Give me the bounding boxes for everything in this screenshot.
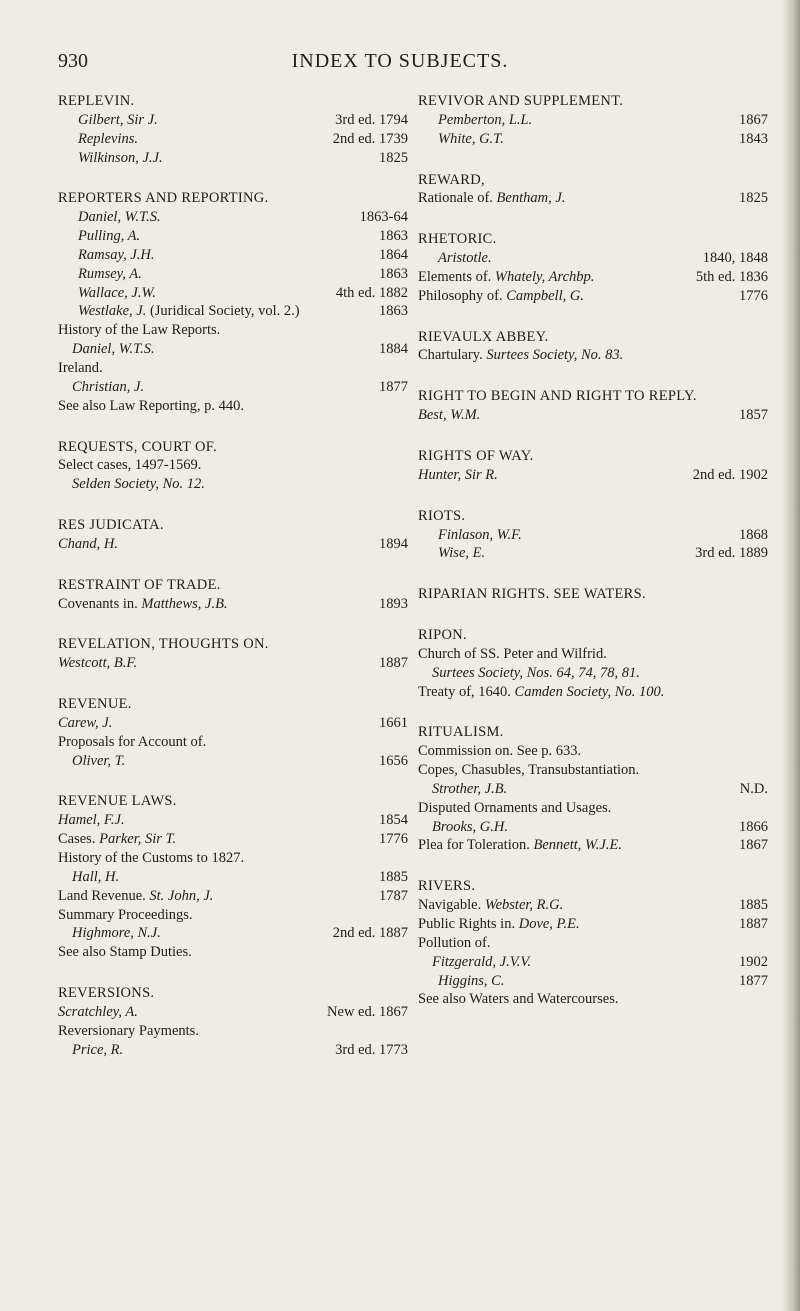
entry-edition-year: 1776 [739,287,768,304]
index-entry [58,830,408,849]
entry-author: Daniel, W.T.S. [78,209,161,226]
index-entry [58,733,408,771]
entry-description [418,836,739,855]
index-section [58,695,408,770]
entry-description [438,526,739,545]
entry-edition-year: 1887 [739,916,768,932]
entry-description [438,972,739,991]
index-entry [418,972,768,991]
entry-edition-year: 1863 [379,303,408,320]
entry-description [418,990,768,1009]
index-entry [58,943,408,962]
entry-edition-year: 3rd ed. 1889 [695,545,768,562]
index-entry [418,836,768,855]
index-section [418,328,768,366]
entry-edition-year: 1857 [739,407,768,424]
entry-edition-year: 2nd ed. 1739 [332,130,408,147]
entry-text: Disputed Ornaments and Usages. [418,799,612,816]
index-entry [58,321,408,359]
entry-author: Rumsey, A. [78,265,142,282]
entry-text: See also Law Reporting, p. 440. [58,397,245,414]
entry-text: Covenants in. [58,595,138,612]
entry-line [78,303,300,319]
entry-author: St. John, J. [149,887,214,904]
entry-text: (Juridical Society, vol. 2.) [149,303,300,320]
entry-author: Hunter, Sir R. [418,466,498,483]
entry-text: Treaty of, 1640. [418,683,511,700]
entry-text: Select cases, 1497-1569. [58,457,202,474]
index-entry [58,397,408,416]
index-entry [418,799,768,837]
entry-author: Surtees Society, No. 83. [486,347,624,364]
entry-author: Chand, H. [58,535,119,552]
entry-author: Parker, Sir T. [99,831,177,848]
entry-edition-year: 1893 [379,595,408,612]
entry-edition-year: 2nd ed. 1887 [332,925,408,942]
entry-description [58,397,408,416]
entry-description [438,130,739,149]
index-entry [418,544,768,563]
entry-author: Wilkinson, J.J. [78,149,163,166]
section-heading: RIEVAULX ABBEY. [418,328,549,345]
entry-description [58,1022,335,1060]
index-entry [418,761,768,799]
entry-author: Westcott, B.F. [58,655,137,672]
entry-text: Plea for Toleration. [418,837,530,854]
entry-edition-year: 1843 [739,130,768,147]
entry-author: Christian, J. [72,378,145,395]
entry-text: Navigable. [418,897,482,914]
entry-edition-year: 1877 [379,378,408,395]
index-entry [418,346,768,365]
entry-description [418,346,768,365]
index-section [418,877,768,1009]
section-heading: RIGHTS OF WAY. [418,447,534,464]
entry-author: Westlake, J. [78,303,147,320]
entry-text: Proposals for Account of. [58,733,207,750]
entry-edition-year: 1877 [739,972,768,989]
entry-author: Brooks, G.H. [432,818,508,835]
entry-edition-year: 1864 [379,246,408,263]
right-column [418,92,768,1031]
entry-author: Daniel, W.T.S. [72,341,155,358]
entry-description [418,683,768,702]
entry-description [418,896,739,915]
entry-edition-year: 1866 [739,818,768,835]
section-heading: REWARD, [418,171,485,188]
entry-edition-year: 1902 [739,953,768,970]
entry-edition-year: 1894 [379,535,408,552]
entry-description [78,111,335,130]
index-entry [418,466,768,485]
section-heading: RHETORIC. [418,231,497,248]
entry-text: Summary Proceedings. [58,906,193,923]
index-entry [58,595,408,614]
entry-edition-year: New ed. 1867 [327,1003,408,1020]
entry-author: Campbell, G. [506,287,584,304]
entry-description [438,249,703,268]
entry-text: Cases. [58,831,96,848]
section-heading: REPORTERS AND REPORTING. [58,190,269,207]
index-section [418,230,768,305]
index-entry [418,130,768,149]
entry-description [58,811,379,830]
entry-edition-year: 1863-64 [359,209,408,226]
entry-description [58,321,379,359]
entry-text: Church of SS. Peter and Wilfrid. [418,645,607,662]
index-section [58,576,408,614]
entry-description [58,733,379,771]
entry-text: Reversionary Payments. [58,1022,199,1039]
entry-edition-year: 1863 [379,228,408,245]
entry-author: Higgins, C. [438,972,505,989]
entry-description [418,287,739,306]
entry-author: Bentham, J. [496,190,566,207]
index-entry [418,268,768,287]
index-section [58,635,408,673]
entry-author: Wallace, J.W. [78,284,156,301]
entry-edition-year: 1887 [379,655,408,672]
section-heading: RES JUDICATA. [58,517,164,534]
entry-description [58,456,408,494]
entry-author: Highmore, N.J. [72,925,161,942]
entry-edition-year: 1868 [739,526,768,543]
entry-edition-year: 1854 [379,812,408,829]
index-entry [58,130,408,149]
entry-author: Price, R. [72,1041,124,1058]
entry-description [58,830,379,849]
section-heading: RIGHT TO BEGIN AND RIGHT TO REPLY. [418,388,697,405]
entry-author: Replevins. [78,130,138,147]
entry-description [58,1003,327,1022]
section-heading: REVENUE. [58,696,132,713]
index-entry [58,208,408,227]
entry-description [418,189,739,208]
section-heading: REVELATION, THOUGHTS ON. [58,636,269,653]
entry-description [418,934,739,972]
index-entry [58,359,408,397]
section-heading: REVENUE LAWS. [58,793,177,810]
entry-edition-year: 1867 [739,111,768,128]
entry-edition-year: 1885 [379,868,408,885]
entry-author: Webster, R.G. [484,897,564,914]
entry-description [418,799,739,837]
index-entry [418,742,768,761]
index-entry [58,265,408,284]
index-entry [58,714,408,733]
page-title: INDEX TO SUBJECTS. [291,50,509,72]
entry-description [418,268,696,287]
entry-description [58,714,379,733]
entry-author: Camden Society, No. 100. [514,683,665,700]
entry-author: Finlason, W.F. [438,526,522,543]
entry-text: Public Rights in. [418,916,516,932]
index-entry [418,915,768,934]
entry-edition-year: 1825 [379,149,408,166]
index-section [418,626,768,701]
entry-edition-year: 3rd ed. 1794 [335,111,408,128]
index-entry [58,227,408,246]
entry-text: Pollution of. [418,934,491,951]
index-entry [58,1022,408,1060]
section-heading: REPLEVIN. [58,93,135,109]
entry-text: Rationale of. [418,190,493,207]
index-entry [58,246,408,265]
section-heading: REQUESTS, COURT OF. [58,438,217,455]
entry-description [58,906,333,944]
entry-text: History of the Customs to 1827. [58,850,245,866]
entry-text: History of the Law Reports. [58,322,221,339]
entry-text: See also Stamp Duties. [58,944,192,961]
entry-author: Hall, H. [72,868,120,885]
entry-text: Land Revenue. [58,887,146,904]
index-entry [418,896,768,915]
page-number: 930 [58,50,88,72]
entry-text: Commission on. See p. 633. [418,743,582,760]
entry-edition-year: 4th ed. 1882 [335,284,408,301]
index-entry [58,284,408,303]
index-entry [418,249,768,268]
entry-description [418,466,693,485]
page-edge [782,0,800,1311]
entry-author: Pemberton, L.L. [438,111,533,128]
entry-edition-year: 1885 [739,897,768,914]
index-section [418,447,768,485]
index-entry [58,887,408,906]
entry-description [78,130,333,149]
entry-edition-year: 1825 [739,190,768,207]
entry-author: Bennett, W.J.E. [533,837,622,854]
entry-description [78,227,379,246]
entry-description [58,943,408,962]
index-section [58,984,408,1059]
index-section [418,723,768,855]
index-entry [418,189,768,208]
entry-author: Fitzgerald, J.V.V. [432,953,531,970]
entry-edition-year: 1863 [379,265,408,282]
entry-author: Selden Society, No. 12. [72,476,205,493]
entry-author: Strother, J.B. [432,780,508,797]
entry-edition-year: 5th ed. 1836 [695,268,768,285]
entry-description [418,742,768,761]
entry-edition-year: N.D. [739,780,768,797]
index-section [418,585,768,604]
index-section [58,792,408,962]
section-heading: REVIVOR AND SUPPLEMENT. [418,93,624,109]
index-entry [418,645,768,683]
entry-text: Chartulary. [418,347,483,364]
entry-edition-year: 1661 [379,714,408,731]
entry-description [58,595,379,614]
section-heading: RITUALISM. [418,724,504,741]
entry-text: Elements of. [418,268,492,285]
entry-description [78,265,379,284]
entry-description [58,535,379,554]
index-entry [58,811,408,830]
entry-description [418,406,739,425]
entry-author: Aristotle. [438,250,492,267]
section-heading: RIPARIAN RIGHTS. SEE WATERS. [418,586,646,603]
entry-author: Dove, P.E. [518,916,580,932]
entry-edition-year: 1787 [379,887,408,904]
entry-description [418,761,740,799]
index-entry [58,654,408,673]
index-section [58,92,408,167]
index-entry [418,683,768,702]
entry-author: Scratchley, A. [58,1003,138,1020]
entry-description [58,359,379,397]
index-section [418,171,768,209]
index-entry [58,849,408,887]
entry-edition-year: 1656 [379,752,408,769]
entry-description [418,645,768,683]
entry-author: Carew, J. [58,714,113,731]
entry-description [438,111,739,130]
entry-author: Best, W.M. [418,407,481,424]
index-entry [418,406,768,425]
entry-edition-year: 1776 [379,831,408,848]
left-column [58,92,408,1081]
entry-author: Whately, Archbp. [494,268,595,285]
entry-author: Ramsay, J.H. [78,246,155,263]
index-entry [418,111,768,130]
index-entry [418,934,768,972]
index-entry [418,526,768,545]
entry-author: Matthews, J.B. [141,595,228,612]
index-entry [58,1003,408,1022]
index-entry [58,111,408,130]
entry-description [78,208,360,227]
entry-author: Surtees Society, Nos. 64, 74, 78, 81. [432,664,640,681]
entry-author: Wise, E. [438,545,486,562]
entry-description [78,149,379,168]
index-section [418,387,768,425]
entry-edition-year: 3rd ed. 1773 [335,1041,408,1058]
entry-text: Ireland. [58,359,103,376]
entry-description [438,544,695,563]
entry-edition-year: 1867 [739,837,768,854]
entry-text: See also Waters and Watercourses. [418,991,619,1008]
index-entry [58,456,408,494]
entry-author: Oliver, T. [72,752,126,769]
entry-description [78,302,379,321]
entry-edition-year: 2nd ed. 1902 [692,466,768,483]
entry-author: Gilbert, Sir J. [78,111,158,128]
index-section [58,516,408,554]
entry-description [418,915,739,934]
entry-edition-year: 1840, 1848 [702,250,768,267]
section-heading: REVERSIONS. [58,985,155,1002]
entry-edition-year: 1884 [379,341,408,358]
section-heading: RIPON. [418,627,467,644]
section-heading: RIOTS. [418,507,466,524]
index-entry [58,302,408,321]
index-entry [58,535,408,554]
entry-description [58,654,379,673]
entry-description [58,849,379,887]
index-entry [418,990,768,1009]
index-section [58,438,408,495]
index-entry [58,906,408,944]
entry-text: Philosophy of. [418,287,503,304]
entry-author: Hamel, F.J. [58,812,125,829]
index-entry [58,149,408,168]
index-section [58,189,408,415]
entry-text: Copes, Chasubles, Transubstantiation. [418,762,640,779]
index-section [418,507,768,564]
entry-author: White, G.T. [438,130,504,147]
section-heading: RIVERS. [418,878,476,895]
entry-description [58,887,379,906]
index-entry [418,287,768,306]
entry-author: Pulling, A. [78,228,141,245]
entry-description [78,284,336,303]
index-section [418,92,768,149]
section-heading: RESTRAINT OF TRADE. [58,576,221,593]
entry-description [78,246,379,265]
